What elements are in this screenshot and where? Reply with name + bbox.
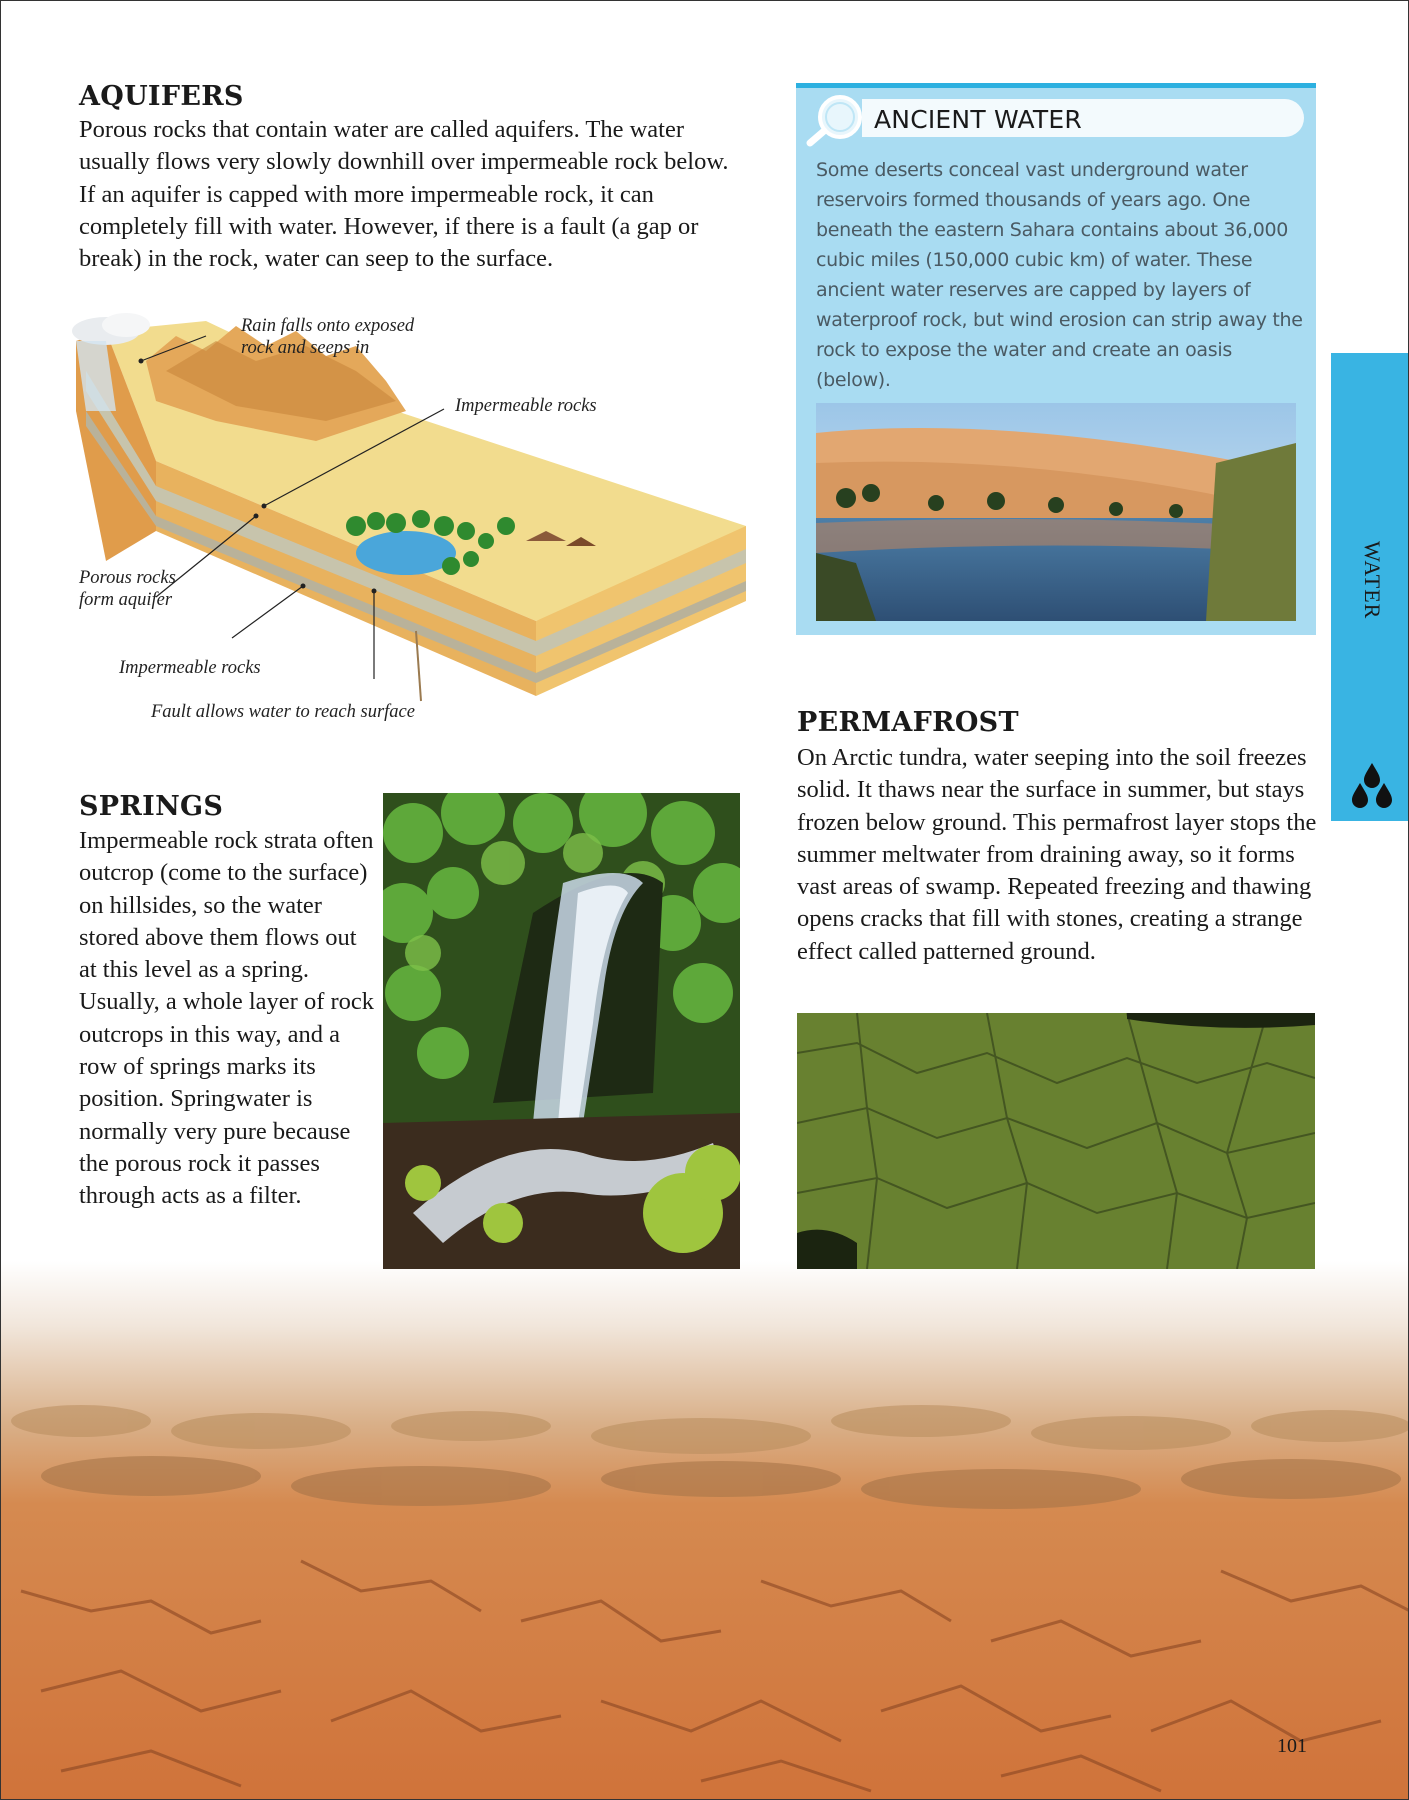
spring-waterfall-photo [383, 793, 740, 1269]
permafrost-heading: PERMAFROST [797, 707, 1019, 738]
label-rain: Rain falls onto exposed rock and seeps in [241, 316, 415, 358]
label-impermeable-bottom: Impermeable rocks [119, 658, 261, 678]
springs-heading: SPRINGS [79, 791, 224, 822]
box-top-line [796, 83, 1316, 88]
side-tab-label: WATER [1360, 541, 1385, 620]
desert-background-image [1, 1261, 1409, 1800]
springs-text: Impermeable rock strata often outcrop (come to the surface) on hillsides, so the water stored above them flows out at this level as a spring. Usually, a whole layer of rock outcrops in this way, and a row of springs marks its position. Springwater is normally very pure because the porous rock it passes through acts as a filter. [79, 827, 375, 1210]
page-number: 101 [1277, 1735, 1307, 1757]
label-impermeable-top: Impermeable rocks [455, 396, 597, 416]
patterned-ground-photo [797, 1013, 1315, 1269]
ancient-water-text: Some deserts conceal vast underground water reservoirs formed thousands of years ago. One beneath the eastern Sahara contains about 36,000 cubic miles (150,000 cubic km) of water. These ancient water reserves are capped by layers of waterproof rock, but wind erosion can strip away the rock to expose the water and create an oasis (below). [816, 159, 1303, 391]
label-fault: Fault allows water to reach surface [151, 702, 415, 722]
aquifers-text: Porous rocks that contain water are called aquifers. The water usually flows very slowly downhill over impermeable rock below. If an aquifer is capped with more impermeable rock, it can completely fill with water. However, if there is a fault (a gap or break) in the rock, water can seep to the surface. [79, 116, 729, 273]
label-porous: Porous rocks form aquifer [79, 568, 176, 610]
magnifier-icon [804, 91, 868, 147]
ancient-water-box [796, 83, 1316, 635]
ancient-water-title: ANCIENT WATER [874, 105, 1082, 134]
aquifers-heading: AQUIFERS [79, 81, 244, 112]
oasis-photo [816, 403, 1296, 621]
water-drops-icon [1349, 761, 1395, 809]
permafrost-text: On Arctic tundra, water seeping into the soil freezes solid. It thaws near the surface in summer, but stays frozen below ground. This permafrost layer stops the summer meltwater from draining away, so it forms vast areas of swamp. Repeated freezing and thawing opens cracks that fill with stones, creating a strange effect called patterned ground. [797, 744, 1317, 965]
